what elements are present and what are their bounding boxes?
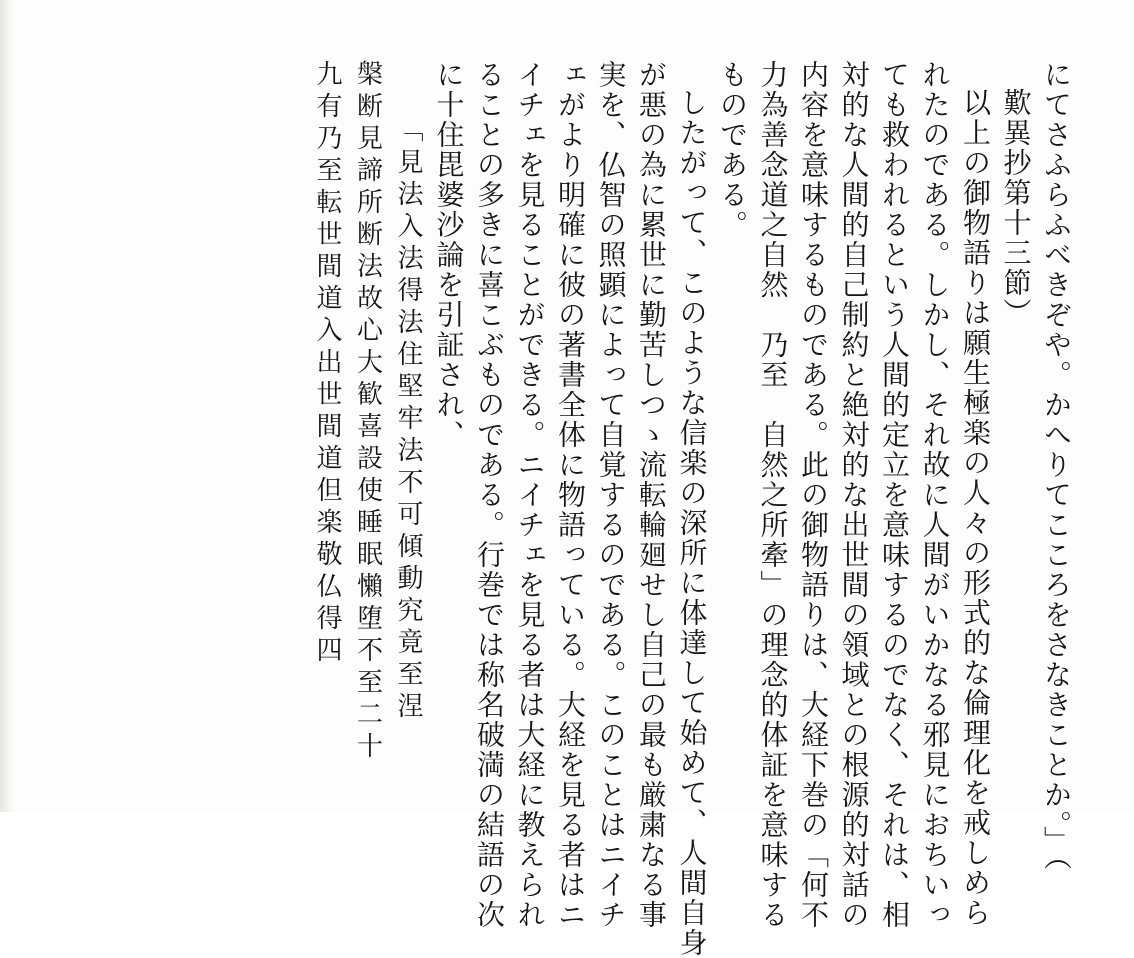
text-column: ても救われるという人間的定立を意味するのでなく、それは、相: [878, 60, 911, 930]
page-edge-shadow: [0, 0, 14, 812]
text-column: 歎異抄第十三節）: [999, 88, 1033, 328]
kanbun-quote-column: 九有乃至転世間道入出世間道但楽敬仏得四: [312, 60, 342, 668]
text-column: れたのである。しかし、それ故に人間がいかなる邪見におちいっ: [918, 60, 952, 930]
text-column: ものである。: [716, 60, 749, 240]
text-column: に十住毘婆沙論を引証され、: [432, 60, 466, 450]
text-column: 力為善念道之自然 乃至 自然之所牽」の理念的体証を意味する: [756, 60, 790, 930]
text-column: 実を、仏智の照顕によって自覚するのである。このことはニイチ: [594, 60, 628, 930]
text-column: 以上の御物語りは願生極楽の人々の形式的な倫理化を戒しめら: [959, 88, 992, 928]
kanbun-quote-column: 槃断見諦所断法故心大歓喜設使睡眠懶堕不至二十: [352, 60, 383, 764]
text-column: ることの多きに喜こぶものである。行巻では称名破満の結語の次: [473, 60, 506, 930]
text-column: にてさふらふべきぞや。かへりてこころをさなきことか。」（: [1040, 60, 1073, 872]
text-column: 内容を意味するものである。此の御物語りは、大経下巻の「何不: [797, 60, 830, 930]
text-column: したがって、このような信楽の深所に体達して始めて、人間自身: [675, 88, 709, 958]
kanbun-quote-column: 「見法入法得法住堅牢法不可傾動究竟至涅: [393, 116, 423, 724]
vertical-text-body: [307, 60, 1077, 958]
text-column: が悪の為に累世に勤苦しつゝ流転輪廻せし自己の最も厳粛なる事: [635, 60, 668, 930]
text-column: ェがより明確に彼の著書全体に物語っている。大経を見る者はニ: [554, 60, 587, 930]
text-column: 対的な人間的自己制約と絶対的な出世間の領域との根源的対話の: [837, 60, 871, 930]
text-column: イチェを見ることができる。ニイチェを見る者は大経に教えられ: [513, 60, 547, 930]
